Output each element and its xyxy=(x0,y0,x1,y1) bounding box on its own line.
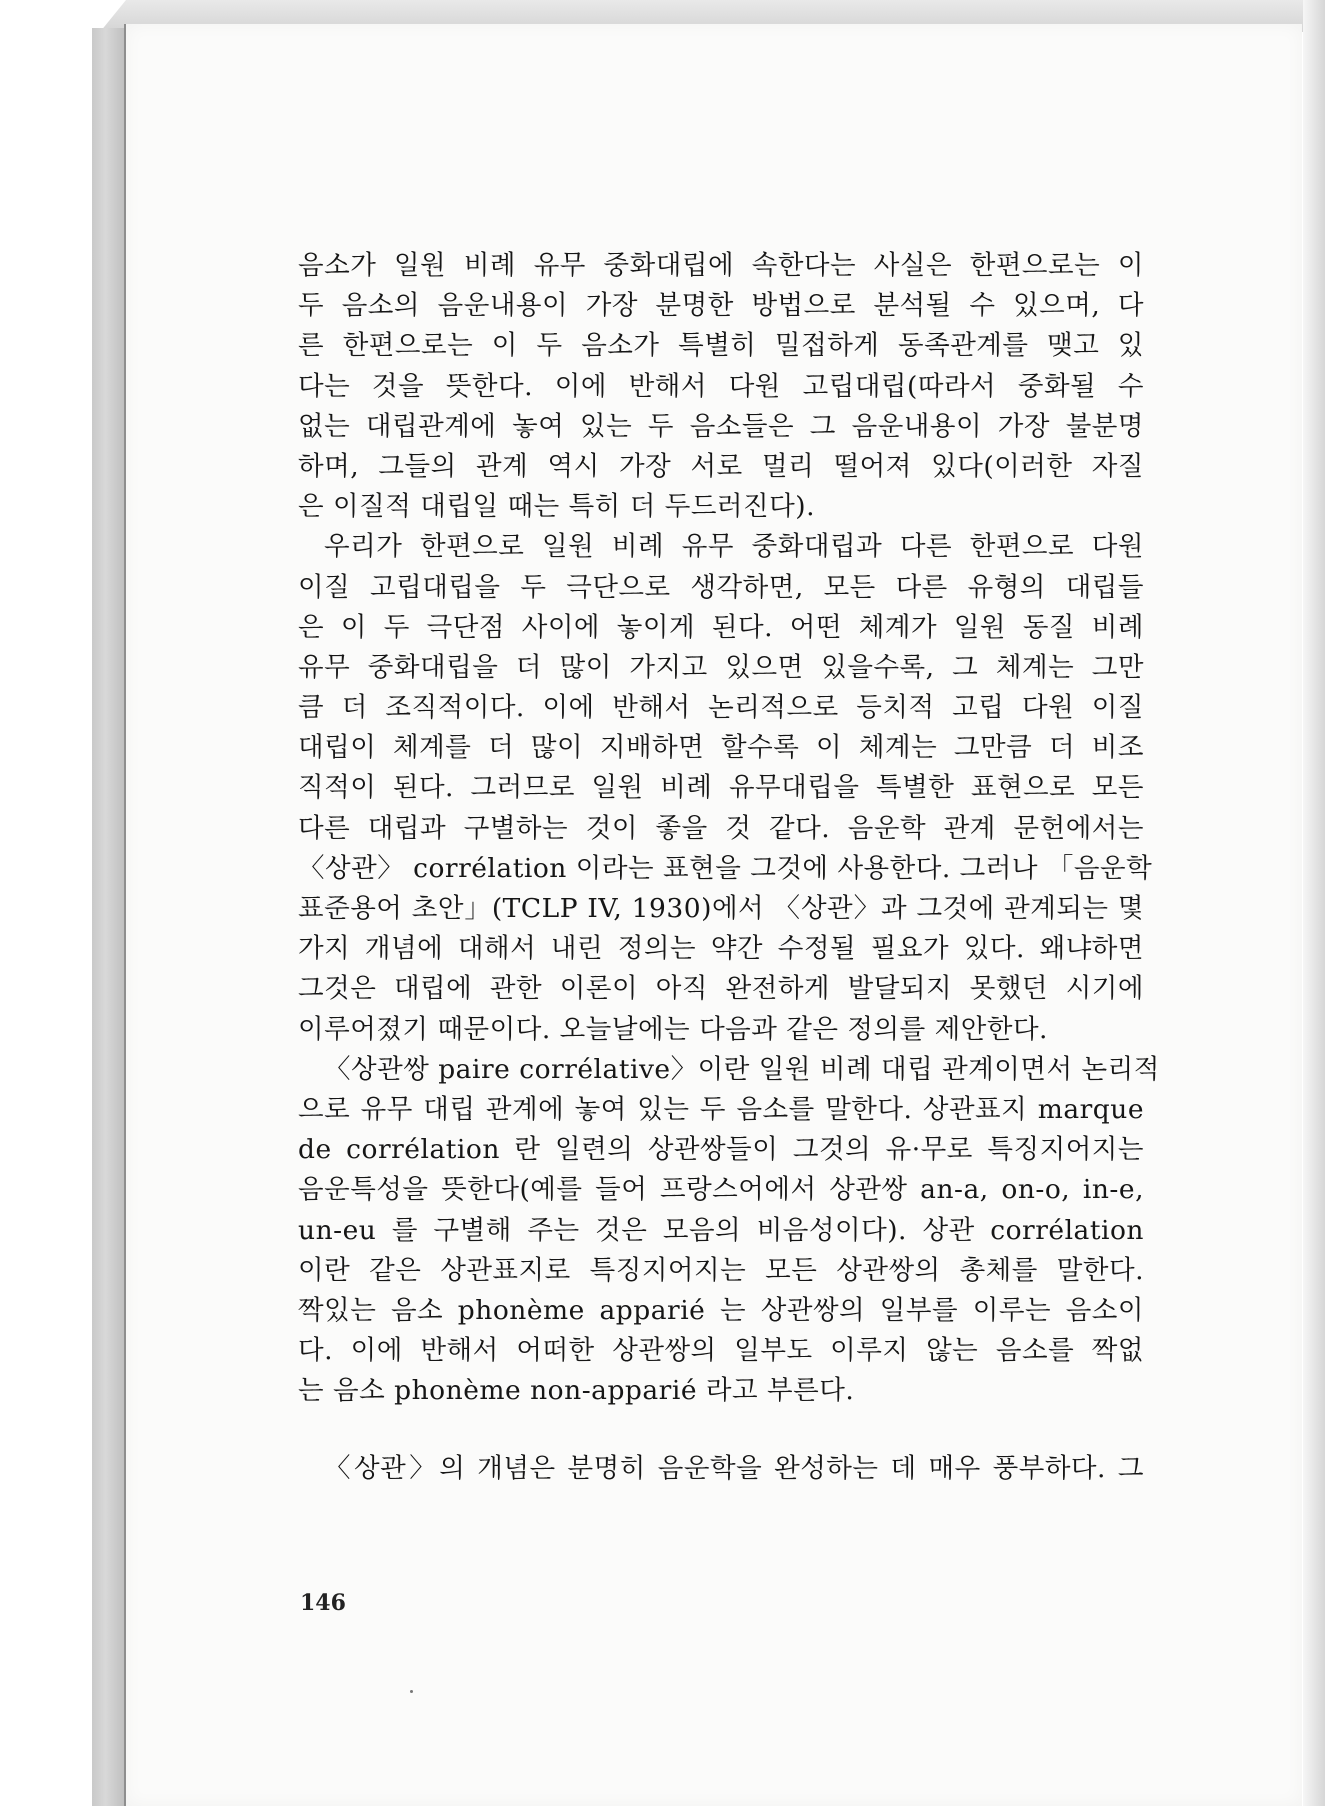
text-line: 그것은 대립에 관한 이론이 아직 완전하게 발달되지 못했던 시기에 xyxy=(298,973,1144,1005)
text-line: 두 음소의 음운내용이 가장 분명한 방법으로 분석될 수 있으며, 다 xyxy=(298,290,1144,322)
paragraph-2 xyxy=(298,527,1153,1049)
text-line: 하며, 그들의 관계 역시 가장 서로 멀리 떨어져 있다(이러한 자질 xyxy=(298,450,1144,482)
text-line: 은 이질적 대립일 때는 특히 더 두드러진다). xyxy=(298,491,815,523)
page-body-text xyxy=(298,246,1160,1490)
text-line: 다는 것을 뜻한다. 이에 반해서 다원 고립대립(따라서 중화될 수 xyxy=(298,370,1144,402)
text-line: 표준용어 초안」(TCLP IV, 1930)에서 〈상관〉과 그것에 관계되는 몇 xyxy=(298,893,1144,924)
text-line: 〈상관쌍 paire corrélative〉이란 일원 비례 대립 관계이면서 논리적 xyxy=(324,1053,1160,1085)
text-line: 른 한편으로는 이 두 음소가 특별히 밀접하게 동족관계를 맺고 있 xyxy=(298,330,1144,362)
book-spine-edge xyxy=(92,28,126,1806)
text-line: 는 음소 phonème non-apparié 라고 부른다. xyxy=(298,1375,855,1407)
paragraph-4 xyxy=(298,1449,1144,1489)
text-line: 〈상관〉 corrélation 이라는 표현을 그것에 사용한다. 그러나 「음운학 xyxy=(298,852,1153,884)
text-line: 유무 중화대립을 더 많이 가지고 있으면 있을수록, 그 체계는 그만 xyxy=(298,651,1144,683)
text-line: 짝있는 음소 phonème apparié 는 상관쌍의 일부를 이루는 음소이 xyxy=(298,1294,1144,1326)
page-right-edge xyxy=(1303,0,1325,1806)
text-line: 〈상관〉의 개념은 분명히 음운학을 완성하는 데 매우 풍부하다. 그 xyxy=(324,1453,1144,1485)
paragraph-1 xyxy=(298,246,1144,527)
text-line: 으로 유무 대립 관계에 놓여 있는 두 음소를 말한다. 상관표지 marque xyxy=(298,1093,1144,1125)
text-line: de corrélation 란 일련의 상관쌍들이 그것의 유·무로 특징지어지는 xyxy=(298,1134,1144,1166)
text-line: 우리가 한편으로 일원 비례 유무 중화대립과 다른 한편으로 다원 xyxy=(324,531,1144,563)
text-line: 이란 같은 상관표지로 특징지어지는 모든 상관쌍의 총체를 말한다. xyxy=(298,1254,1144,1286)
text-line: 이질 고립대립을 두 극단으로 생각하면, 모든 다른 유형의 대립들 xyxy=(298,571,1144,603)
scan-speck xyxy=(410,1690,413,1693)
text-line: 은 이 두 극단점 사이에 놓이게 된다. 어떤 체계가 일원 동질 비례 xyxy=(298,611,1144,643)
text-line: 없는 대립관계에 놓여 있는 두 음소들은 그 음운내용이 가장 불분명 xyxy=(298,410,1144,442)
text-line: 음소가 일원 비례 유무 중화대립에 속한다는 사실은 한편으로는 이 xyxy=(298,250,1144,281)
paragraph-3 xyxy=(298,1050,1160,1412)
text-line: 이루어졌기 때문이다. 오늘날에는 다음과 같은 정의를 제안한다. xyxy=(298,1013,1048,1045)
text-line: 대립이 체계를 더 많이 지배하면 할수록 이 체계는 그만큼 더 비조 xyxy=(298,732,1144,764)
page-number: 146 xyxy=(300,1590,346,1616)
text-line: 다른 대립과 구별하는 것이 좋을 것 같다. 음운학 관계 문헌에서는 xyxy=(298,812,1144,844)
paragraph-gap xyxy=(298,1411,1144,1449)
text-line: 직적이 된다. 그러므로 일원 비례 유무대립을 특별한 표현으로 모든 xyxy=(298,772,1144,804)
text-line: 다. 이에 반해서 어떠한 상관쌍의 일부도 이루지 않는 음소를 짝없 xyxy=(298,1335,1144,1367)
text-line: un-eu 를 구별해 주는 것은 모음의 비음성이다). 상관 corrélation xyxy=(298,1214,1144,1246)
text-line: 음운특성을 뜻한다(예를 들어 프랑스어에서 상관쌍 an-a, on-o, in-e, xyxy=(298,1174,1144,1206)
text-line: 큼 더 조직적이다. 이에 반해서 논리적으로 등치적 고립 다원 이질 xyxy=(298,692,1144,724)
text-line: 가지 개념에 대해서 내린 정의는 약간 수정될 필요가 있다. 왜냐하면 xyxy=(298,933,1144,965)
